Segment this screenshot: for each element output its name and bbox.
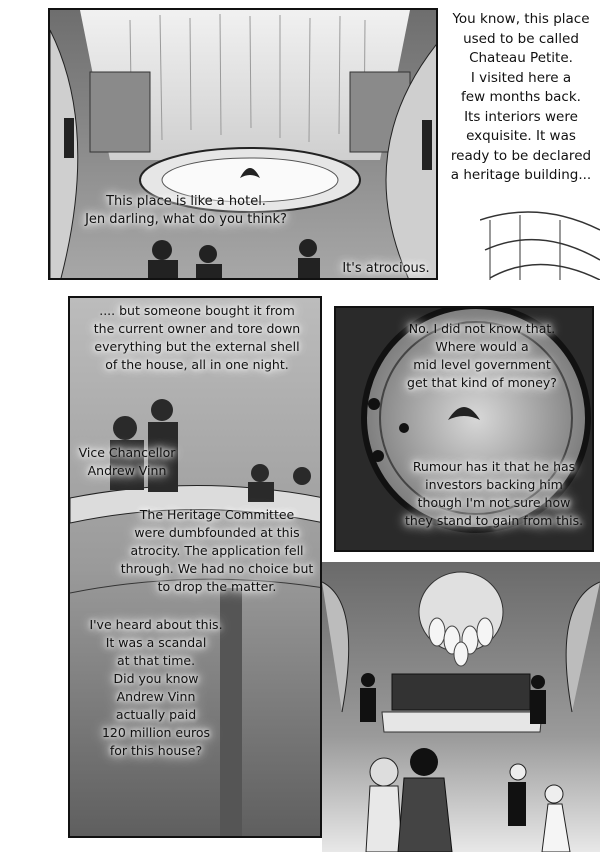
panel-chandelier-hall: [322, 562, 600, 852]
panel-overhead-view: [334, 306, 594, 552]
marble-pillar-left: [90, 72, 150, 152]
speech-scandal: I've heard about this. It was a scandal at that time. Did you know Andrew Vinn actually paid 120 million euros for this house?: [89, 617, 223, 758]
speech-atrocious: It's atrocious.: [342, 261, 430, 276]
grand-hall-illustration: [50, 10, 438, 280]
speech-bought: .... but someone bought it from the current owner and tore down everything but the external shell of the house, all in one night.: [93, 303, 301, 372]
speech-hotel: This place is like a hotel. Jen darling, what do you think?: [85, 194, 287, 227]
panel-vice-chancellor: [68, 296, 322, 838]
speech-money: No. I did not know that. Where would a mid level government get that kind of money?: [407, 321, 557, 390]
caption-chateau-petite: You know, this place used to be called Chateau Petite. I visited here a few months back. Its interiors were exquisite. It was ready to be declared a heritage building...: [450, 11, 592, 183]
speech-committee: The Heritage Committee were dumbfounded at this atrocity. The application fell through. We had no choice but to drop the matter.: [120, 507, 314, 594]
balcony-railing-drawing: [480, 190, 600, 280]
chandelier-hall-illustration: [322, 562, 600, 852]
speech-rumour: Rumour has it that he has investors backing him though I'm not sure how they stand to gain from this.: [404, 459, 584, 528]
panel-grand-hall: [48, 8, 438, 280]
label-vice-chancellor: Vice Chancellor Andrew Vinn: [78, 445, 176, 478]
reception-desk: [392, 674, 530, 710]
